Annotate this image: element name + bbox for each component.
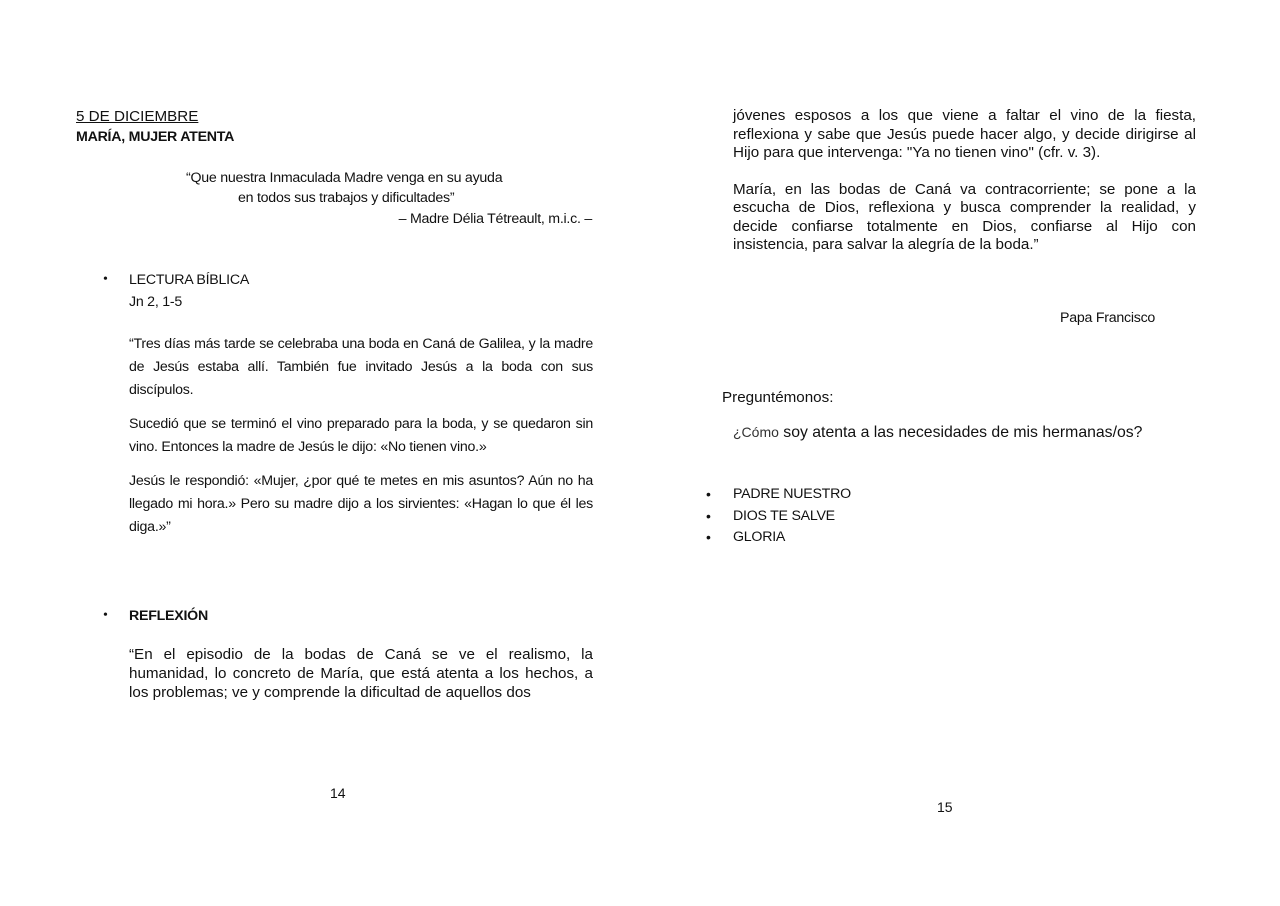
prayer-item: • PADRE NUESTRO [706,484,851,506]
reading-text [129,333,593,550]
epigraph-line-1: “Que nuestra Inmaculada Madre venga en su ayuda [186,170,503,186]
signature: Papa Francisco [1060,310,1156,326]
reflection-question [733,424,1142,442]
question-label: Preguntémonos: [722,389,834,406]
reading-label: LECTURA BÍBLICA [129,272,250,288]
bullet-icon: • [103,608,108,623]
epigraph-attribution: – Madre Délia Tétreault, m.i.c. – [398,211,592,227]
page-number: 14 [330,785,346,801]
date-heading: 5 DE DICIEMBRE [76,108,199,125]
reflection-paragraph: María, en las bodas de Caná va contracorriente; se pone a la escucha de Dios, reflexiona y busca comprender la realidad, y decide confiarse totalmente en Dios, confiarse al Hijo con insistencia, para salvar la alegría de la boda.” [733,180,1196,253]
reflection-continued [733,107,1196,273]
reading-paragraph: Sucedió que se terminó el vino preparado para la boda, y se quedaron sin vino. Entonces la madre de Jesús le dijo: «No tienen vino.» [129,416,593,455]
reflection-text [129,645,593,702]
epigraph-line-2: en todos sus trabajos y dificultades” [238,190,455,206]
page-title: MARÍA, MUJER ATENTA [76,129,235,145]
question-rest: soy atenta a las necesidades de mis hermanas/os? [778,424,1143,441]
bullet-icon: • [103,272,108,287]
prayer-list [706,484,851,549]
question-prefix: ¿Cómo [733,424,779,440]
reading-paragraph: Jesús le respondió: «Mujer, ¿por qué te metes en mis asuntos? Aún no ha llegado mi hora.» Pero su madre dijo a los sirvientes: «Hagan lo que él les diga.»” [129,473,593,535]
reflection-paragraph: “En el episodio de la bodas de Caná se ve el realismo, la humanidad, lo concreto de María, que está atenta a los hechos, a los problemas; ve y comprende la dificultad de aquellos dos [129,646,593,701]
reading-reference: Jn 2, 1-5 [129,294,182,310]
reflection-label: REFLEXIÓN [129,608,208,624]
reading-paragraph: “Tres días más tarde se celebraba una boda en Caná de Galilea, y la madre de Jesús estaba allí. También fue invitado Jesús a la boda con sus discípulos. [129,336,593,398]
prayer-item: • GLORIA [706,527,851,549]
reflection-paragraph: jóvenes esposos a los que viene a faltar el vino de la fiesta, reflexiona y sabe que Jesús puede hacer algo, y decide dirigirse al Hijo para que intervenga: "Ya no tienen vino" (cfr. v. 3). [733,107,1196,161]
page-number: 15 [937,799,953,815]
right-page [640,0,1280,906]
prayer-item: • DIOS TE SALVE [706,506,851,528]
